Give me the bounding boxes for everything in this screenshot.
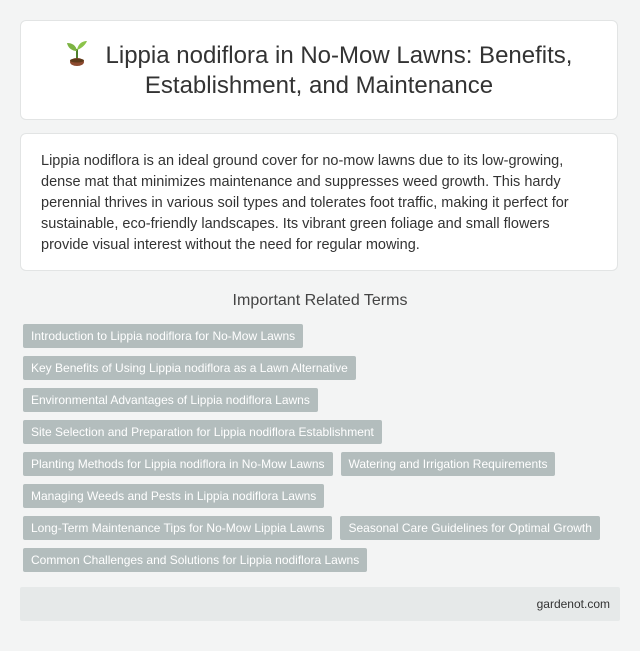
related-term-tag[interactable]: Managing Weeds and Pests in Lippia nodiflora Lawns [23, 484, 324, 508]
related-term-tag[interactable]: Common Challenges and Solutions for Lippia nodiflora Lawns [23, 548, 367, 572]
sprout-icon [66, 40, 88, 66]
related-term-tag[interactable]: Key Benefits of Using Lippia nodiflora as a Lawn Alternative [23, 356, 356, 380]
tag-row [23, 324, 623, 348]
tag-row [23, 388, 623, 412]
related-term-tag[interactable]: Watering and Irrigation Requirements [341, 452, 556, 476]
page-title-text: Lippia nodiflora in No-Mow Lawns: Benefits, Establishment, and Maintenance [105, 41, 573, 99]
related-terms-heading: Important Related Terms [232, 292, 408, 309]
related-term-tag[interactable]: Environmental Advantages of Lippia nodiflora Lawns [23, 388, 318, 412]
title-card [20, 20, 618, 120]
tag-row [23, 452, 623, 476]
related-terms-list [23, 324, 623, 580]
footer [20, 587, 620, 621]
tag-row [23, 484, 623, 508]
tag-row [23, 548, 623, 572]
page-title [51, 40, 587, 101]
related-term-tag[interactable]: Planting Methods for Lippia nodiflora in No-Mow Lawns [23, 452, 333, 476]
tag-row [23, 356, 623, 380]
intro-card [20, 133, 618, 271]
tag-row [23, 516, 623, 540]
related-term-tag[interactable]: Site Selection and Preparation for Lippia nodiflora Establishment [23, 420, 382, 444]
related-term-tag[interactable]: Seasonal Care Guidelines for Optimal Growth [340, 516, 599, 540]
related-term-tag[interactable]: Long-Term Maintenance Tips for No-Mow Lippia Lawns [23, 516, 332, 540]
tag-row [23, 420, 623, 444]
footer-site-name: gardenot.com [536, 597, 610, 611]
intro-paragraph: Lippia nodiflora is an ideal ground cover for no-mow lawns due to its low-growing, dense mat that minimizes maintenance and suppresses weed growth. This hardy perennial thrives in various soil types and tolerates foot traffic, making it perfect for sustainable, eco-friendly landscapes. Its vibrant green foliage and small flowers provide visual interest without the need for regular mowing. [41, 153, 569, 253]
related-term-tag[interactable]: Introduction to Lippia nodiflora for No-Mow Lawns [23, 324, 303, 348]
